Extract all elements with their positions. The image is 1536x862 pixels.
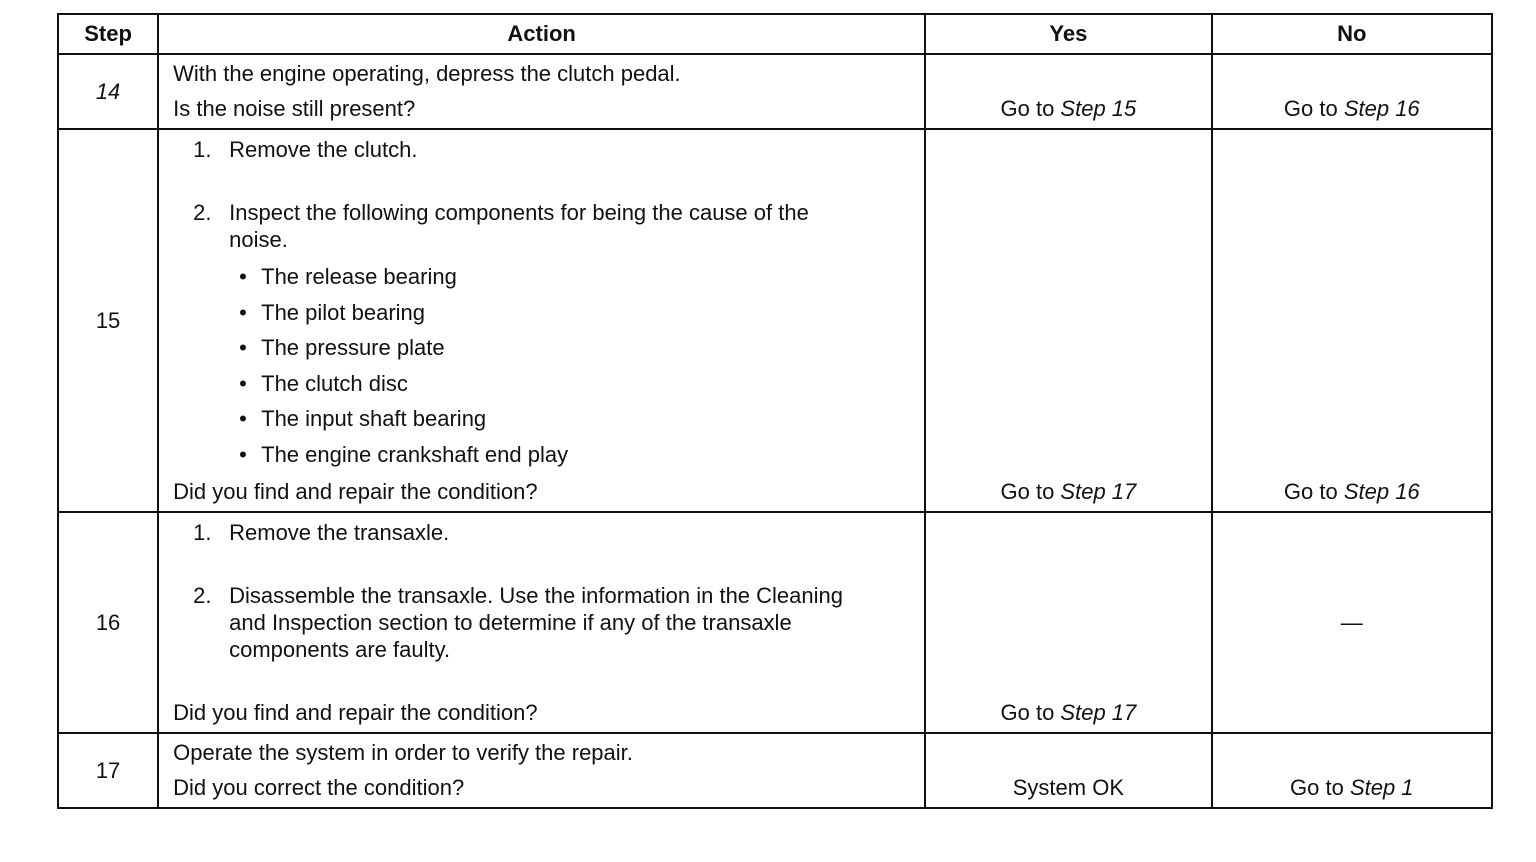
no-step-link: Step 1	[1349, 775, 1414, 800]
list-item	[173, 519, 912, 546]
action-cell	[158, 512, 925, 733]
header-yes: Yes	[925, 14, 1211, 54]
question-text: Is the noise still present?	[173, 96, 416, 121]
bullet-item: • The input shaft bearing	[229, 401, 912, 437]
header-no: No	[1212, 14, 1492, 54]
action-cell	[158, 54, 925, 129]
question-text: Did you correct the condition?	[173, 775, 465, 800]
item-number: 1.	[193, 520, 212, 545]
bullet-icon: •	[239, 441, 247, 467]
step-number: 15	[58, 129, 158, 512]
step-number: 17	[58, 733, 158, 808]
item-number: 2.	[193, 200, 212, 225]
bullet-icon: •	[239, 264, 247, 289]
no-cell	[1212, 512, 1492, 733]
question-text: Did you find and repair the condition?	[173, 700, 538, 725]
yes-cell	[925, 733, 1211, 808]
bullet-icon: •	[239, 299, 247, 325]
header-step: Step	[58, 14, 158, 54]
yes-step-link: Step 17	[1060, 700, 1137, 725]
yes-value: System OK	[1012, 775, 1124, 800]
action-text: With the engine operating, depress the clutch pedal.	[173, 61, 681, 86]
item-number: 2.	[193, 583, 212, 608]
bullet-item: • The pilot bearing	[229, 295, 912, 331]
item-text: Disassemble the transaxle. Use the information in the Cleaning and Inspection section to determine if any of the transaxle components are faulty.	[229, 583, 843, 662]
no-cell	[1212, 54, 1492, 129]
no-value: —	[1340, 609, 1363, 635]
step-number: 16	[58, 512, 158, 733]
action-cell	[158, 129, 925, 512]
table-row-step-14	[58, 54, 1492, 129]
yes-step-link: Step 17	[1060, 479, 1137, 504]
no-step-link: Step 16	[1343, 96, 1420, 121]
yes-cell	[925, 129, 1211, 512]
bullet-item: • The clutch disc	[229, 366, 912, 402]
yes-prefix: Go to	[1000, 96, 1061, 121]
table-row-step-17	[58, 733, 1492, 808]
no-prefix: Go to	[1283, 96, 1344, 121]
bullet-icon: •	[239, 370, 247, 396]
bullet-item: • The release bearing	[229, 259, 912, 295]
no-cell	[1212, 129, 1492, 512]
action-text: Operate the system in order to verify the repair.	[173, 740, 633, 765]
yes-cell	[925, 54, 1211, 129]
list-item	[173, 582, 912, 663]
table-row-step-15	[58, 129, 1492, 512]
yes-cell	[925, 512, 1211, 733]
no-cell	[1212, 733, 1492, 808]
question-text: Did you find and repair the condition?	[173, 479, 538, 504]
item-text: Inspect the following components for being the cause of the noise.	[229, 200, 809, 252]
step-number: 14	[58, 54, 158, 129]
item-text: Remove the transaxle.	[229, 520, 450, 545]
list-item	[173, 136, 912, 163]
no-prefix: Go to	[1283, 479, 1344, 504]
bullet-icon: •	[239, 335, 247, 360]
table-row-step-16	[58, 512, 1492, 733]
yes-prefix: Go to	[1000, 479, 1061, 504]
header-action: Action	[158, 14, 925, 54]
yes-step-link: Step 15	[1060, 96, 1137, 121]
bullet-icon: •	[239, 406, 247, 431]
no-step-link: Step 16	[1343, 479, 1420, 504]
yes-prefix: Go to	[1000, 700, 1061, 725]
component-list	[229, 259, 912, 472]
table-header-row	[58, 14, 1492, 54]
item-number: 1.	[193, 137, 212, 162]
diagnostic-table	[57, 13, 1493, 809]
list-item	[173, 199, 912, 253]
bullet-item: • The engine crankshaft end play	[229, 437, 912, 473]
item-text: Remove the clutch.	[229, 137, 418, 162]
no-prefix: Go to	[1290, 775, 1350, 800]
bullet-item: • The pressure plate	[229, 330, 912, 366]
action-cell	[158, 733, 925, 808]
